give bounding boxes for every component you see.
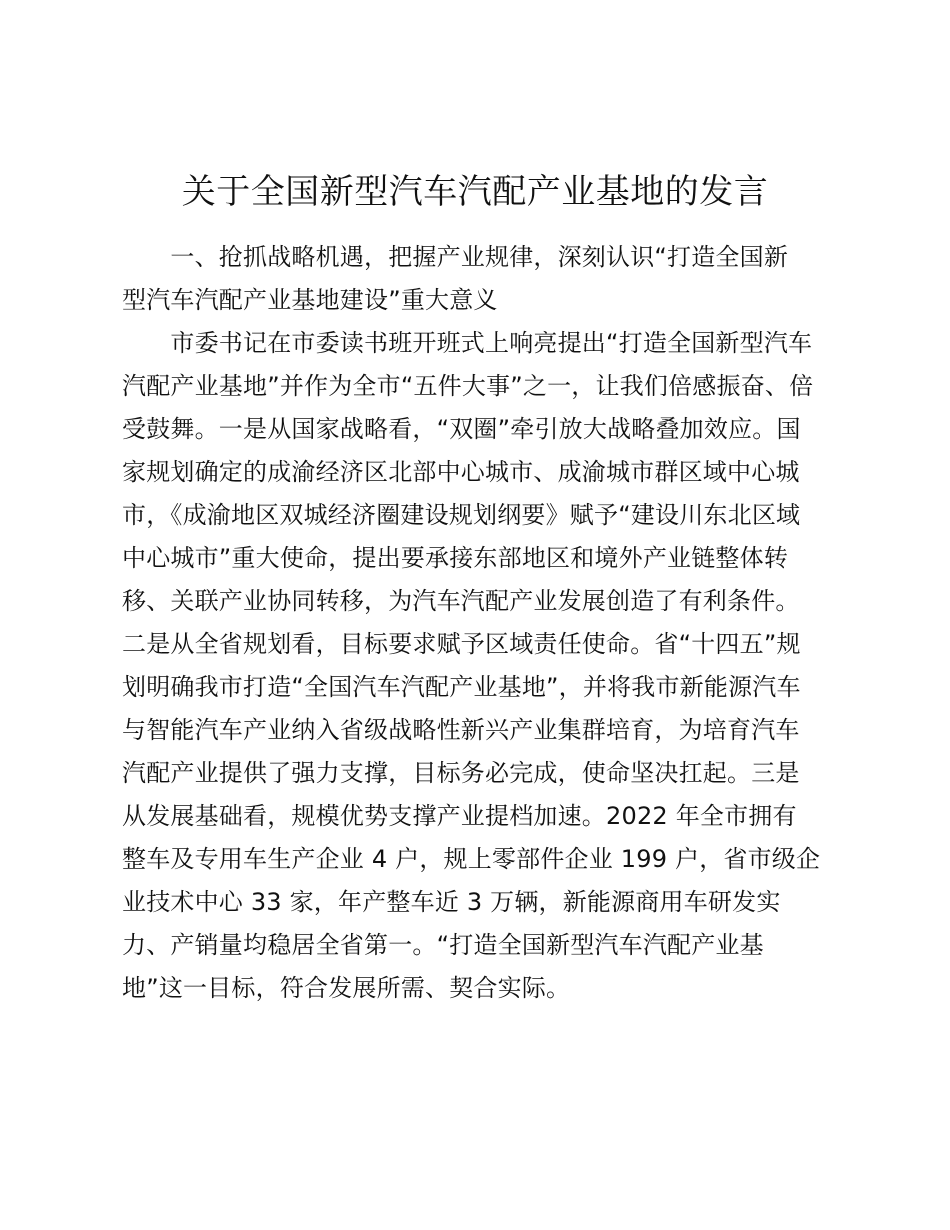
section-heading bbox=[122, 236, 834, 322]
paragraph-line: 市，《成渝地区双城经济圈建设规划纲要》赋予“建设川东北区域 bbox=[122, 501, 801, 529]
paragraph-line: 从发展基础看，规模优势支撑产业提档加速。2022 年全市拥有 bbox=[122, 802, 797, 830]
paragraph-line: 二是从全省规划看，目标要求赋予区域责任使命。省“十四五”规 bbox=[122, 630, 801, 658]
document-title: 关于全国新型汽车汽配产业基地的发言 bbox=[181, 172, 769, 212]
section-heading-line: 一、抢抓战略机遇，把握产业规律，深刻认识“打造全国新 bbox=[122, 243, 789, 271]
paragraph-line: 汽配产业提供了强力支撑，目标务必完成，使命坚决扛起。三是 bbox=[122, 759, 800, 787]
paragraph-line: 家规划确定的成渝经济区北部中心城市、成渝城市群区域中心城 bbox=[122, 458, 800, 486]
paragraph-line: 受鼓舞。一是从国家战略看，“双圈”牵引放大战略叠加效应。国 bbox=[122, 415, 801, 443]
paragraph-line: 划明确我市打造“全国汽车汽配产业基地”，并将我市新能源汽车 bbox=[122, 673, 801, 701]
section-heading-line: 型汽车汽配产业基地建设”重大意义 bbox=[122, 286, 498, 314]
paragraph-line: 市委书记在市委读书班开班式上响亮提出“打造全国新型汽车 bbox=[122, 329, 813, 357]
paragraph-line: 与智能汽车产业纳入省级战略性新兴产业集群培育，为培育汽车 bbox=[122, 716, 800, 744]
body-paragraph bbox=[122, 322, 834, 1010]
paragraph-line: 中心城市”重大使命，提出要承接东部地区和境外产业链整体转 bbox=[122, 544, 789, 572]
paragraph-line: 移、关联产业协同转移，为汽车汽配产业发展创造了有利条件。 bbox=[122, 587, 800, 615]
paragraph-line: 力、产销量均稳居全省第一。“打造全国新型汽车汽配产业基 bbox=[122, 931, 764, 959]
paragraph-line: 整车及专用车生产企业 4 户，规上零部件企业 199 户，省市级企 bbox=[122, 845, 821, 873]
paragraph-line: 业技术中心 33 家，年产整车近 3 万辆，新能源商用车研发实 bbox=[122, 888, 781, 916]
paragraph-line: 汽配产业基地”并作为全市“五件大事”之一，让我们倍感振奋、倍 bbox=[122, 372, 814, 400]
paragraph-line: 地”这一目标，符合发展所需、契合实际。 bbox=[122, 974, 571, 1002]
